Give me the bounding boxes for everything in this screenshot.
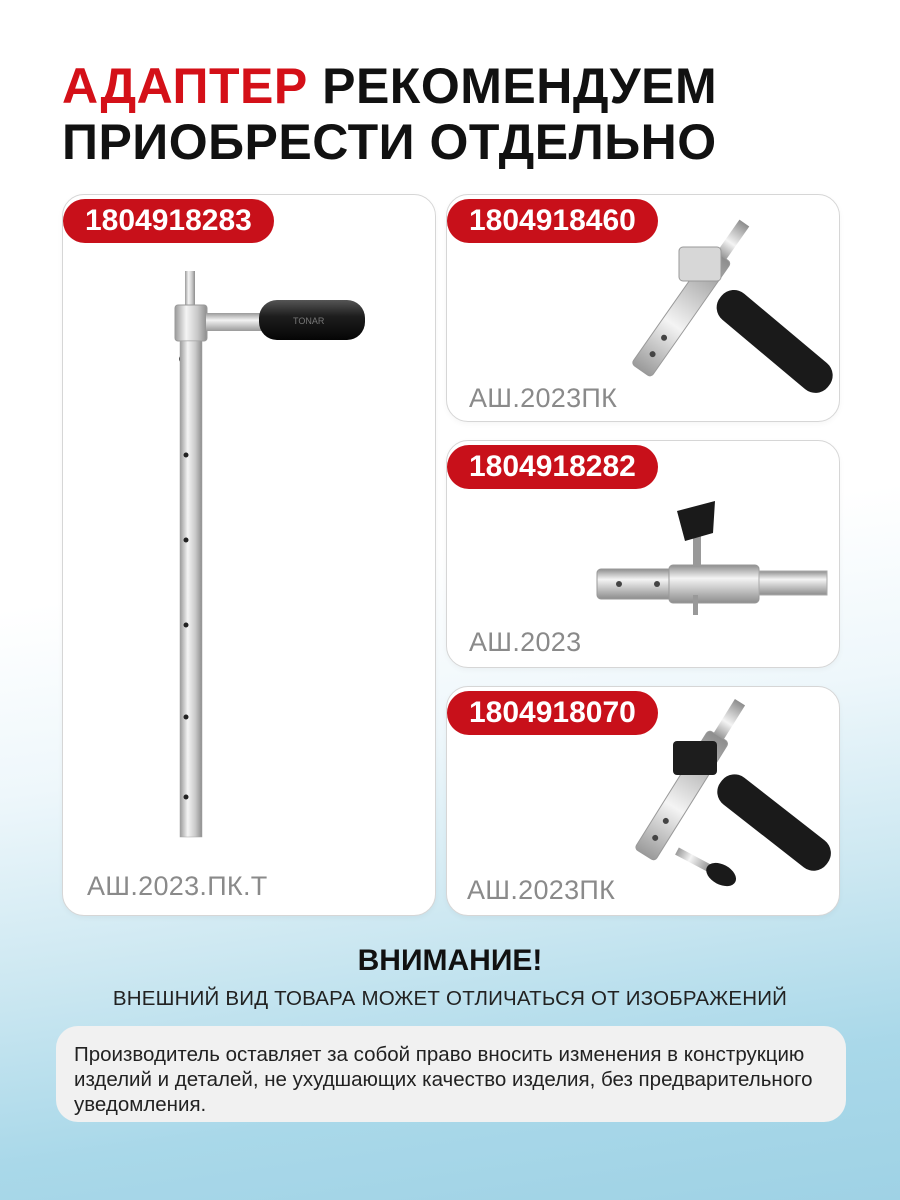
manufacturer-notice: Производитель оставляет за собой право вносить изменения в конструкцию изделий и деталей, не ухудшающих качество изделия, без предварительного уведомления.: [56, 1026, 846, 1122]
model-caption: АШ.2023ПК: [469, 383, 618, 413]
page-title: [62, 58, 862, 170]
handle-brand-label: TONAR: [293, 316, 325, 326]
article-badge: 1804918460: [447, 199, 658, 243]
product-card-1[interactable]: [62, 194, 436, 916]
title-accent: АДАПТЕР: [62, 58, 308, 114]
attention-title: ВНИМАНИЕ!: [357, 944, 543, 977]
product-card-2[interactable]: [446, 194, 840, 422]
model-caption: АШ.2023ПК: [467, 875, 616, 905]
product-card-3[interactable]: [446, 440, 840, 668]
model-caption: АШ.2023.ПК.Т: [87, 871, 268, 901]
article-badge: 1804918282: [447, 445, 658, 489]
title-rest: РЕКОМЕНДУЕМ ПРИОБРЕСТИ ОТДЕЛЬНО: [62, 58, 718, 170]
article-badge: 1804918070: [447, 691, 658, 735]
long-shaft-adapter-image: [63, 195, 435, 915]
model-caption: АШ.2023: [469, 627, 582, 657]
product-card-4[interactable]: [446, 686, 840, 916]
attention-subtitle: ВНЕШНИЙ ВИД ТОВАРА МОЖЕТ ОТЛИЧАТЬСЯ ОТ ИЗОБРАЖЕНИЙ: [112, 987, 788, 1010]
article-badge: 1804918283: [63, 199, 274, 243]
